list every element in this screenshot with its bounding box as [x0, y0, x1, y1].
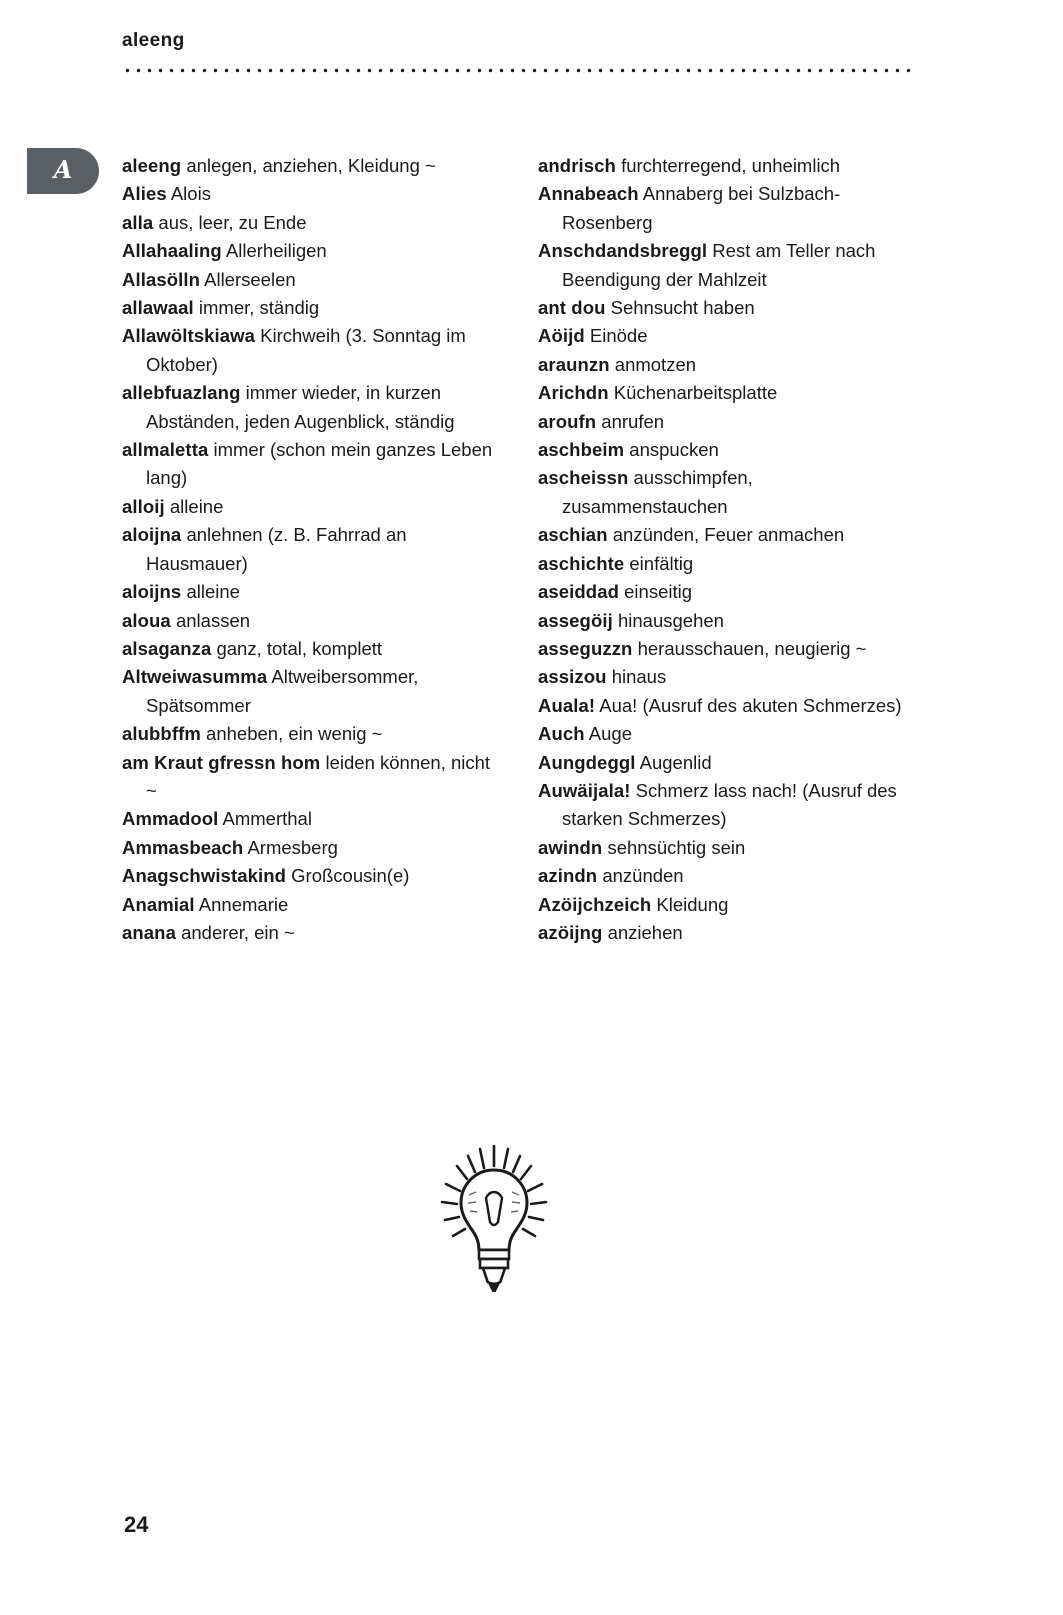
entry-definition: alleine: [186, 581, 240, 603]
entry-definition: herausschauen, neugierig ~: [637, 637, 867, 659]
dictionary-entry: [122, 521, 496, 578]
lightbulb-icon: [424, 1140, 564, 1300]
entry-definition: Küchenarbeitsplatte: [613, 382, 778, 404]
entry-headword: assizou: [538, 666, 607, 688]
entry-headword: Auala!: [538, 694, 596, 716]
entry-definition: Allerheiligen: [225, 240, 327, 262]
entry-definition: immer, ständig: [198, 297, 320, 319]
dictionary-entry: [122, 607, 496, 635]
dictionary-entry: [122, 720, 496, 748]
dictionary-entry: [538, 464, 912, 521]
entry-headword: aloijna: [122, 524, 182, 546]
column-right: [538, 152, 912, 947]
dictionary-entry: [538, 862, 912, 890]
entry-headword: aloijns: [122, 581, 182, 603]
entry-headword: Allahaaling: [122, 240, 222, 262]
entry-headword: Aungdeggl: [538, 751, 636, 773]
entry-definition: aus, leer, zu Ende: [158, 211, 307, 233]
entry-definition: hinausgehen: [617, 609, 724, 631]
entry-definition: Armesberg: [247, 836, 338, 858]
running-head: aleeng: [122, 30, 185, 51]
dictionary-entry: [122, 180, 496, 208]
dictionary-entry: [538, 834, 912, 862]
entry-definition: Augenlid: [639, 751, 712, 773]
letter-tab-a: [27, 148, 99, 194]
dictionary-entry: [122, 237, 496, 265]
entry-definition: Einöde: [589, 325, 648, 347]
dictionary-entry: [538, 408, 912, 436]
dictionary-entry: [538, 294, 912, 322]
entry-headword: allmaletta: [122, 439, 209, 461]
entry-definition: sehnsüchtig sein: [607, 836, 746, 858]
header-dotted-rule: [122, 68, 912, 73]
entry-definition: Alois: [170, 183, 211, 205]
dictionary-entry: [122, 834, 496, 862]
entry-definition: Rest am Teller nach Beendigung der Mahlzeit: [562, 240, 876, 290]
entry-definition: Allerseelen: [204, 268, 296, 290]
dictionary-entry: [538, 891, 912, 919]
letter-tab-label: A: [53, 155, 73, 184]
entry-definition: immer (schon mein ganzes Leben lang): [146, 439, 493, 489]
entry-definition: anmotzen: [614, 353, 697, 375]
entry-headword: Anschdandsbreggl: [538, 240, 708, 262]
dictionary-entry: [122, 379, 496, 436]
entry-definition: furchterregend, unheimlich: [621, 155, 841, 176]
entry-definition: anlassen: [175, 609, 251, 631]
dictionary-entry: [122, 266, 496, 294]
entry-definition: Annemarie: [198, 893, 289, 915]
entry-definition: Sehnsucht haben: [610, 297, 755, 319]
entry-definition: Auge: [588, 723, 632, 745]
entry-definition: alleine: [169, 495, 224, 517]
entry-definition: hinaus: [611, 666, 667, 688]
dictionary-entry: [122, 862, 496, 890]
entry-headword: aschichte: [538, 552, 625, 574]
dictionary-entry: [122, 294, 496, 322]
dictionary-entry: [122, 436, 496, 493]
entry-definition: Kleidung: [656, 893, 729, 915]
entry-headword: alla: [122, 211, 154, 233]
dictionary-entry: [538, 663, 912, 691]
entry-headword: alloij: [122, 495, 165, 517]
dictionary-entry: [122, 322, 496, 379]
entry-headword: Anagschwistakind: [122, 865, 287, 887]
dictionary-entry: [122, 663, 496, 720]
entry-headword: Arichdn: [538, 382, 609, 404]
dictionary-entry: [538, 180, 912, 237]
entry-definition: Kirchweih (3. Sonntag im Oktober): [146, 325, 466, 375]
entry-headword: Aöijd: [538, 325, 585, 347]
entry-definition: anrufen: [601, 410, 665, 432]
dictionary-entry: [538, 379, 912, 407]
entry-headword: aschbeim: [538, 439, 625, 461]
dictionary-entry: [538, 550, 912, 578]
dictionary-entry: [538, 436, 912, 464]
entry-headword: Ammadool: [122, 808, 219, 830]
entry-definition: anlegen, anziehen, Kleidung ~: [186, 155, 436, 176]
dictionary-entry: [538, 607, 912, 635]
entry-definition: immer wieder, in kurzen Abständen, jeden Augenblick, ständig: [146, 382, 455, 432]
entry-headword: ant dou: [538, 297, 606, 319]
entry-headword: awindn: [538, 836, 603, 858]
entry-definition: anderer, ein ~: [181, 921, 295, 943]
entry-headword: Auwäijala!: [538, 779, 631, 801]
entry-headword: am Kraut gfressn hom: [122, 751, 321, 773]
entry-headword: Alies: [122, 183, 167, 205]
entry-headword: aleeng: [122, 155, 182, 176]
entry-headword: assegöij: [538, 609, 613, 631]
dictionary-entry: [538, 152, 912, 180]
dictionary-entry: [538, 692, 912, 720]
dictionary-entry: [122, 493, 496, 521]
entry-definition: einfältig: [629, 552, 694, 574]
entry-definition: leiden können, nicht ~: [146, 751, 491, 801]
dictionary-entry: [122, 919, 496, 947]
dictionary-entry: [538, 578, 912, 606]
entry-headword: alubbffm: [122, 723, 201, 745]
entry-definition: anlehnen (z. B. Fahrrad an Hausmauer): [146, 524, 407, 574]
dictionary-entry: [538, 351, 912, 379]
entry-definition: anziehen: [607, 921, 683, 943]
entry-definition: ausschimpfen, zusammenstauchen: [562, 467, 753, 517]
dictionary-entry: [538, 521, 912, 549]
dictionary-entry: [538, 749, 912, 777]
entry-headword: Auch: [538, 723, 585, 745]
dictionary-columns: [122, 152, 912, 947]
entry-headword: Azöijchzeich: [538, 893, 652, 915]
entry-definition: ganz, total, komplett: [216, 637, 383, 659]
entry-headword: anana: [122, 921, 176, 943]
entry-definition: Aua! (Ausruf des akuten Schmerzes): [599, 694, 902, 716]
dictionary-entry: [538, 720, 912, 748]
dictionary-entry: [122, 805, 496, 833]
entry-definition: anspucken: [629, 439, 719, 461]
entry-headword: aseiddad: [538, 581, 619, 603]
entry-headword: Allasölln: [122, 268, 200, 290]
dictionary-entry: [538, 777, 912, 834]
entry-headword: Allawöltskiawa: [122, 325, 256, 347]
dictionary-entry: [538, 237, 912, 294]
entry-headword: azindn: [538, 865, 598, 887]
entry-headword: alsaganza: [122, 637, 212, 659]
entry-definition: Annaberg bei Sulzbach-Rosenberg: [562, 183, 841, 233]
entry-definition: Schmerz lass nach! (Ausruf des starken Schmerzes): [562, 779, 897, 830]
entry-headword: azöijng: [538, 921, 603, 943]
dictionary-entry: [538, 635, 912, 663]
entry-definition: Altweibersommer, Spätsommer: [146, 666, 419, 716]
page-number: 24: [124, 1512, 149, 1537]
entry-headword: allawaal: [122, 297, 194, 319]
entry-headword: aroufn: [538, 410, 597, 432]
dictionary-entry: [122, 209, 496, 237]
dictionary-entry: [122, 635, 496, 663]
entry-headword: aschian: [538, 524, 608, 546]
column-left: [122, 152, 496, 947]
entry-headword: araunzn: [538, 353, 610, 375]
entry-headword: asseguzzn: [538, 637, 633, 659]
dictionary-entry: [122, 749, 496, 806]
entry-headword: Annabeach: [538, 183, 639, 205]
entry-headword: Altweiwasumma: [122, 666, 268, 688]
dictionary-entry: [122, 152, 496, 180]
dictionary-entry: [122, 891, 496, 919]
dictionary-entry: [538, 919, 912, 947]
dictionary-entry: [538, 322, 912, 350]
entry-definition: Großcousin(e): [291, 865, 410, 887]
entry-headword: Ammasbeach: [122, 836, 244, 858]
entry-headword: andrisch: [538, 155, 616, 176]
dictionary-entry: [122, 578, 496, 606]
entry-definition: einseitig: [624, 581, 693, 603]
entry-headword: allebfuazlang: [122, 382, 241, 404]
entry-headword: aloua: [122, 609, 171, 631]
entry-headword: ascheissn: [538, 467, 629, 489]
entry-definition: anheben, ein wenig ~: [206, 723, 383, 745]
entry-headword: Anamial: [122, 893, 195, 915]
entry-definition: anzünden: [602, 865, 684, 887]
entry-definition: anzünden, Feuer anmachen: [612, 524, 845, 546]
entry-definition: Ammerthal: [222, 808, 312, 830]
